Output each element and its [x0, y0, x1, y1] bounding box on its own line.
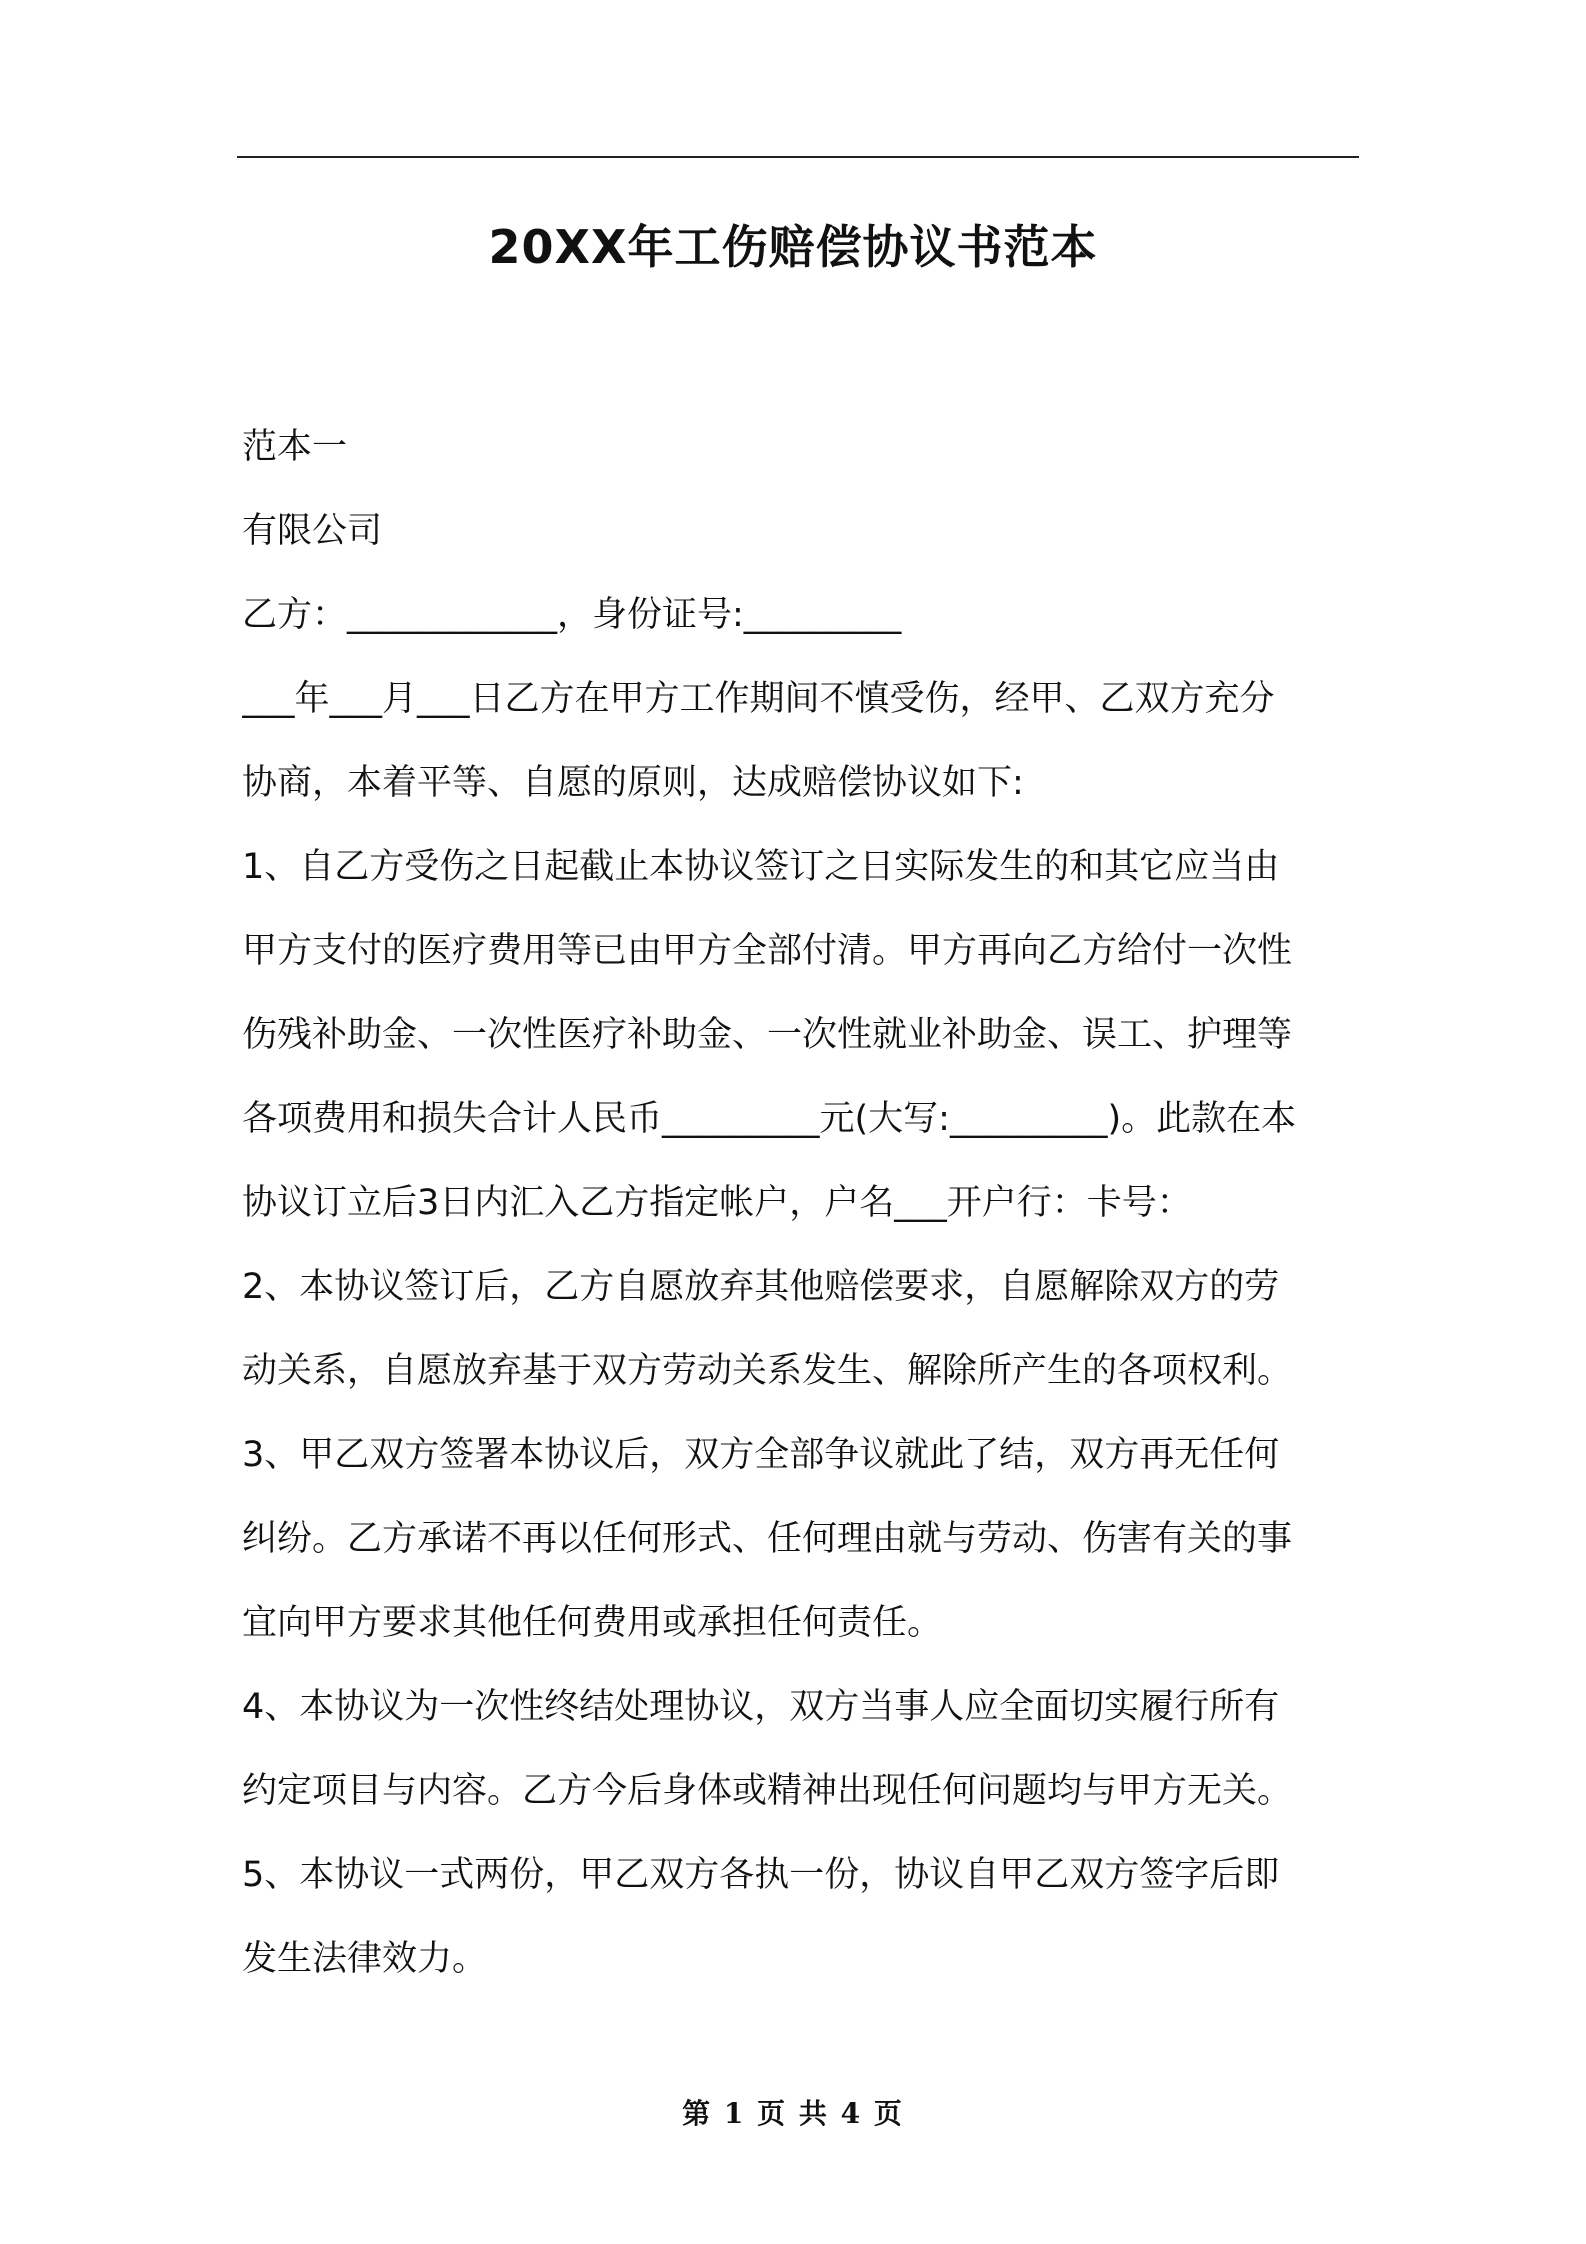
page-number-footer: 第 1 页 共 4 页 [682, 2097, 904, 2130]
body-line: 协议订立后3日内汇入乙方指定帐户，户名___开户行：卡号： [242, 1183, 1192, 1223]
document-title: 20XX年工伤赔偿协议书范本 [488, 220, 1098, 274]
body-line: ___年___月___日乙方在甲方工作期间不慎受伤，经甲、乙双方充分 [242, 679, 1275, 719]
body-line: 2、本协议签订后，乙方自愿放弃其他赔偿要求，自愿解除双方的劳 [242, 1267, 1280, 1307]
body-line: 发生法律效力。 [242, 1939, 488, 1979]
body-line: 5、本协议一式两份，甲乙双方各执一份，协议自甲乙双方签字后即 [242, 1855, 1280, 1895]
body-line: 伤残补助金、一次性医疗补助金、一次性就业补助金、误工、护理等 [242, 1015, 1293, 1055]
body-line: 甲方支付的医疗费用等已由甲方全部付清。甲方再向乙方给付一次性 [242, 931, 1293, 971]
body-line: 纠纷。乙方承诺不再以任何形式、任何理由就与劳动、伤害有关的事 [242, 1519, 1293, 1559]
body-line: 约定项目与内容。乙方今后身体或精神出现任何问题均与甲方无关。 [242, 1771, 1293, 1811]
body-line: 1、自乙方受伤之日起截止本协议签订之日实际发生的和其它应当由 [242, 847, 1280, 887]
body-line: 动关系，自愿放弃基于双方劳动关系发生、解除所产生的各项权利。 [242, 1351, 1293, 1391]
header-rule [237, 156, 1359, 158]
body-line: 范本一 [242, 427, 348, 467]
body-line: 协商，本着平等、自愿的原则，达成赔偿协议如下: [242, 763, 1024, 803]
body-line: 宜向甲方要求其他任何费用或承担任何责任。 [242, 1603, 943, 1643]
body-line: 4、本协议为一次性终结处理协议，双方当事人应全面切实履行所有 [242, 1687, 1280, 1727]
body-line: 各项费用和损失合计人民币_________元(大写:_________)。此款在本 [242, 1099, 1297, 1139]
body-line: 3、甲乙双方签署本协议后，双方全部争议就此了结，双方再无任何 [242, 1435, 1280, 1475]
document-body [242, 405, 1362, 2001]
body-line: 乙方：____________，身份证号:_________ [242, 595, 902, 635]
body-line: 有限公司 [242, 511, 383, 551]
